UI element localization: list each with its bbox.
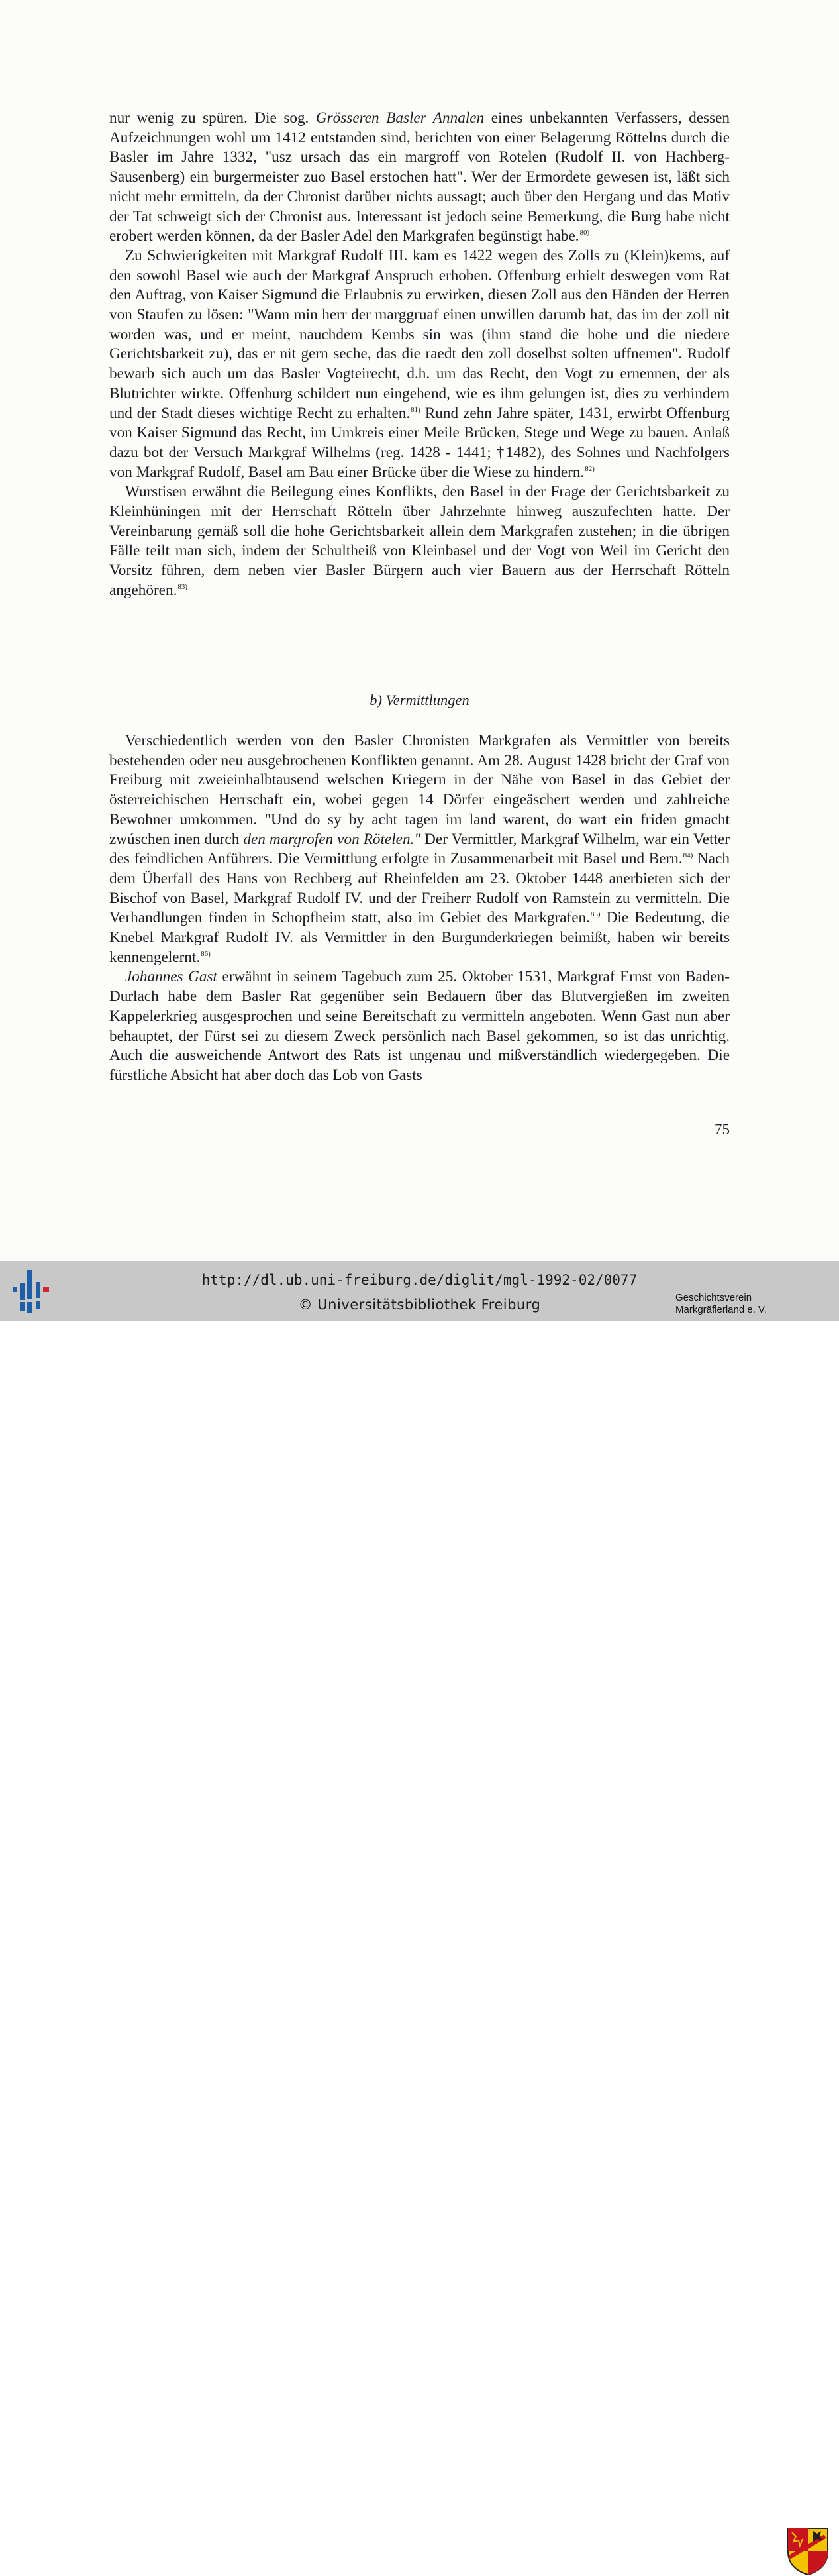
text: Nach dem Überfall des Hans von Rechberg auf Rheinfelden am 23. Oktober 1448 anerbieten sich der Bischof von Basel, Markgraf Rudolf IV. und der Freiherr Rudolf von Ramstein zu vermitteln. Die Verhandlungen finden in Schopfheim statt, also im Gebiet des Markgrafen. [109,850,730,927]
text: Verschiedentlich werden von den Basler Chronisten Markgrafen als Vermittler von bereits bestehenden oder neu ausgebrochenen Konflikten genannt. Am 28. August 1428 bricht der Graf von Freiburg mit zweieinhalbtausend welschen Kriegern in der Nähe von Basel in das Gebiet der österreichischen Herrschaft ein, wobei gegen 14 Dörfer eingeäschert werden und zahlreiche Bewohner umkommen. "Und do sy by acht tagen im land warent, do wart ein friden gmacht zwúschen inen durch [109,732,730,848]
paragraph-1 [109,109,730,246]
text: Rund zehn Jahre später, 1431, erwirbt Offenburg von Kaiser Sigmund das Recht, im Umkreis einer Meile Brücken, Stege und Wege zu bauen. Anlaß dazu bot der Versuch Markgraf Wilhelms (reg. 1428 - 1441; †1482), des Sohnes und Nachfolgers von Markgraf Rudolf, Basel am Bau einer Brücke über die Wiese zu hindern. [109,404,730,481]
text: eines unbekannten Verfassers, dessen Aufzeichnungen wohl um 1412 entstanden sind, berichten von einer Belagerung Röttelns durch die Basler im Jahre 1332, "usz ursach das ein margroff von Rotelen (Rudolf II. von Hachberg-Sausenberg) ein burgermeister zuo Basel erstochen hatt". Wer der Ermordete gewesen ist, läßt sich nicht mehr ermitteln, da der Chronist darüber nichts aussagt; auch über den Hergang und das Motiv der Tat schweigt sich der Chronist aus. Interessant ist jedoch seine Bemerkung, die Burg habe nicht erobert werden können, da der Basler Adel den Markgrafen begünstigt habe. [109,109,730,245]
coat-of-arms-icon [787,2527,829,2576]
source-url-link[interactable]: http://dl.ub.uni-freiburg.de/diglit/mgl-1992-02/0077 [201,1272,638,1288]
footnote-ref: 82) [585,464,595,473]
scanned-page [0,0,839,1261]
page-number: 75 [715,1121,730,1138]
text: Die Bedeutung, die Knebel Markgraf Rudolf IV. als Vermittler in den Burgunderkriegen beimißt, haben wir bereits kennengelernt. [109,909,730,966]
section-subheading: b) Vermittlungen [370,692,469,708]
text: Zu Schwierigkeiten mit Markgraf Rudolf III. kam es 1422 wegen des Zolls zu (Klein)kems, auf den sowohl Basel wie auch der Markgraf Anspruch erhoben. Offenburg erhielt deswegen vom Rat den Auftrag, von Kaiser Sigmund die Erlaubnis zu erwirken, diesen Zoll aus den Händen der Herren von Staufen zu lösen: "Wann min herr der marggruaf einen unwillen darumb hat, das im der zoll nit worden was, und er meint, nauchdem Kembs sin was (ihm stand die hohe und die niedere Gerichtsbarkeit zu), das er nit gern seche, das die raedt den zoll doselbst solten uffnemen". Rudolf bewarb sich auch um das Basler Vogteirecht, d.h. um das Recht, den Vogt zu ernennen, der als Blutrichter wirkte. Offenburg schildert nun eingehend, wie es ihm gelungen ist, dies zu verhindern und der Stadt dieses wichtige Recht zu erhalten. [109,246,730,422]
italic-quote: den margrofen von Rötelen." [243,830,421,848]
text-block-top [109,109,730,601]
italic-title: Grösseren Basler Annalen [315,109,485,127]
footnote-ref: 80) [579,229,590,237]
paragraph-5 [109,967,730,1085]
footnote-ref: 85) [590,910,601,919]
text: nur wenig zu spüren. Die sog. [109,109,316,127]
text-block-bottom [109,731,730,1086]
text: Wurstisen erwähnt die Beilegung eines Konflikts, den Basel in der Frage der Gerichtsbarkeit zu Kleinhüningen mit der Herrschaft Rötteln über Jahrzehnte hinweg auszufechten hatte. Der Vereinbarung gemäß soll die hohe Gerichtsbarkeit allein dem Markgrafen zustehen; in die übrigen Fälle teilt man sich, indem der Schultheiß von Kleinbasel und der Vogt von Weil im Gericht den Vorsitz führen, dem neben vier Basler Bürgern auch vier Bauern aus der Herrschaft Rötteln angehören. [109,483,730,599]
text: erwähnt in seinem Tagebuch zum 25. Oktober 1531, Markgraf Ernst von Baden-Durlach habe dem Basler Rat gegenüber sein Bedauern über das Blutvergießen im zweiten Kappelerkrieg ausgesprochen und seine Bereitschaft zu vermitteln angeboten. Wenn Gast nun aber behauptet, der Fürst sei zu diesem Zweck persönlich nach Basel gekommen, so ist das unrichtig. Auch die ausweichende Antwort des Rats ist ungenau und mißverständlich wiedergegeben. Die fürstliche Absicht hat aber doch das Lob von Gasts [109,968,730,1084]
italic-name: Johannes Gast [125,968,217,986]
society-name [675,1292,785,1316]
copyright-text: © Universitätsbibliothek Freiburg [298,1297,541,1313]
footnote-ref: 81) [411,405,420,414]
footnote-ref: 83) [177,582,188,591]
paragraph-3 [109,482,730,600]
society-line-1: Geschichtsverein [675,1292,752,1303]
text: Der Vermittler, Markgraf Wilhelm, war ein Vetter des feindlichen Anführers. Die Vermittlung erfolgte in Zusammenarbeit mit Basel und Bern. [109,830,730,868]
footnote-ref: 84) [683,851,693,860]
paragraph-4 [109,731,730,967]
paragraph-2 [109,246,730,482]
society-line-2: Markgräflerland e. V. [675,1304,767,1315]
footnote-ref: 86) [201,949,211,958]
